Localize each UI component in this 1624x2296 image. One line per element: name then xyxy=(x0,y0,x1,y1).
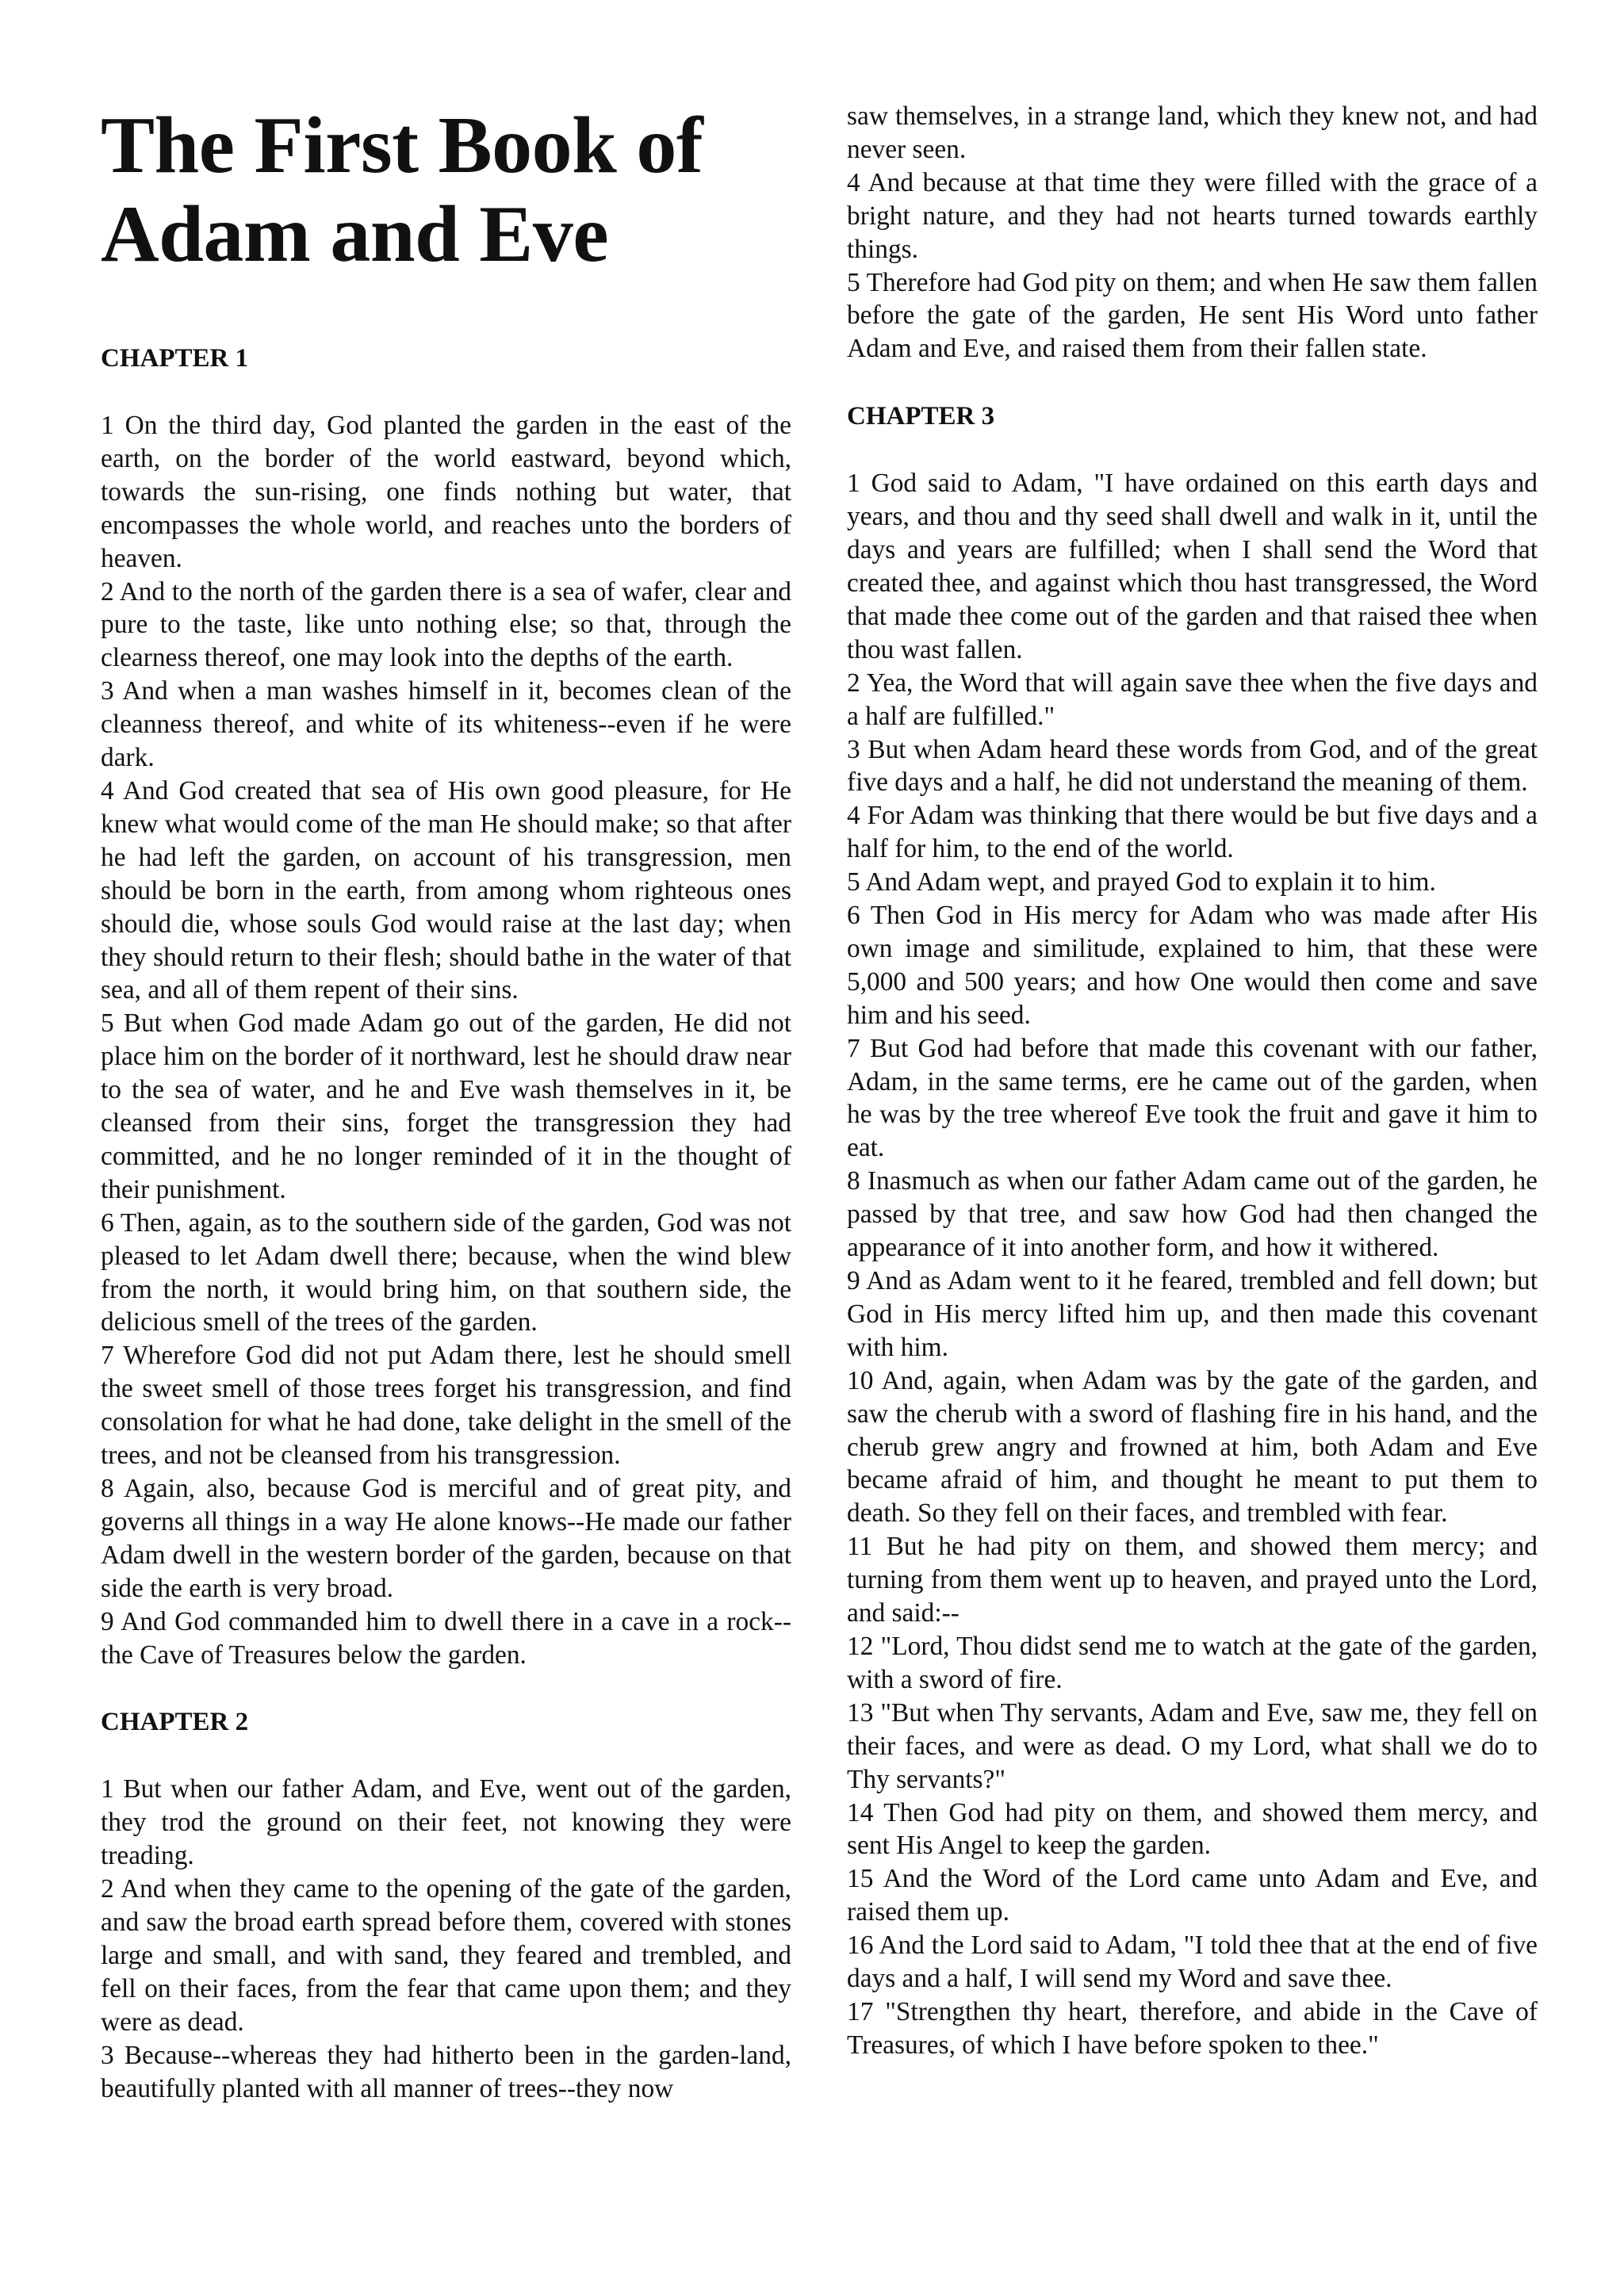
chapter-3-verse-1: 1 God said to Adam, "I have ordained on this earth days and years, and thou and thy seed shall dwell and walk in it, until the days and years are fulfilled; when I shall send the Word that created thee, and against which thou hast transgressed, the Word that made thee come out of the garden and that raised thee when thou wast fallen. xyxy=(847,469,1538,664)
chapter-1-verse-3: 3 And when a man washes himself in it, becomes clean of the cleanness thereof, and white of its whiteness--even if he were dark. xyxy=(101,676,791,773)
chapter-3-verse-7: 7 But God had before that made this covenant with our father, Adam, in the same terms, ere he came out of the garden, when he was by the tree whereof Eve took the fruit and gave it him to eat. xyxy=(847,1033,1538,1163)
left-column xyxy=(101,0,791,2106)
chapter-3-verse-5: 5 And Adam wept, and prayed God to explain it to him. xyxy=(847,867,1436,897)
chapter-3-verse-16: 16 And the Lord said to Adam, "I told thee that at the end of five days and a half, I will send my Word and save thee. xyxy=(847,1931,1538,1994)
chapter-3-verse-3: 3 But when Adam heard these words from God, and of the great five days and a half, he did not understand the meaning of them. xyxy=(847,734,1538,798)
chapter-3-verse-17: 17 "Strengthen thy heart, therefore, and abide in the Cave of Treasures, of which I have before spoken to thee." xyxy=(847,1996,1538,2060)
chapter-1-verse-9: 9 And God commanded him to dwell there in a cave in a rock--the Cave of Treasures below the garden. xyxy=(101,1606,791,1670)
right-column xyxy=(847,0,1538,2062)
chapter-1-verse-5: 5 But when God made Adam go out of the garden, He did not place him on the border of it northward, lest he should draw near to the sea of water, and he and Eve wash themselves in it, be cleansed from their sins, forget the transgression they had committed, and he no longer reminded of it in the thought of their punishment. xyxy=(101,1008,791,1204)
chapter-2-verse-1: 1 But when our father Adam, and Eve, went out of the garden, they trod the ground on their feet, not knowing they were treading. xyxy=(101,1774,791,1871)
chapter-3-verse-12: 12 "Lord, Thou didst send me to watch at the gate of the garden, with a sword of fire. xyxy=(847,1631,1538,1694)
chapter-3-verse-15: 15 And the Word of the Lord came unto Adam and Eve, and raised them up. xyxy=(847,1864,1538,1927)
chapter-1-verse-6: 6 Then, again, as to the southern side of the garden, God was not pleased to let Adam dwell there; because, when the wind blew from the north, it would bring him, on that southern side, the delicious smell of the trees of the garden. xyxy=(101,1207,791,1337)
chapter-2-verse-3: 3 Because--whereas they had hitherto been in the garden-land, beautifully planted with all manner of trees--they now xyxy=(101,2040,791,2103)
chapter-3-verse-2: 2 Yea, the Word that will again save thee when the five days and a half are fulfilled." xyxy=(847,668,1538,731)
chapter-3-verse-13: 13 "But when Thy servants, Adam and Eve, saw me, they fell on their faces, and were as dead. O my Lord, what shall we do to Thy servants?" xyxy=(847,1697,1538,1794)
chapter-3-verse-9: 9 And as Adam went to it he feared, trembled and fell down; but God in His mercy lifted him up, and then made this covenant with him. xyxy=(847,1266,1538,1362)
chapter-3-verse-8: 8 Inasmuch as when our father Adam came out of the garden, he passed by that tree, and saw how God had then changed the appearance of it into another form, and how it withered. xyxy=(847,1166,1538,1263)
chapter-3-heading: CHAPTER 3 xyxy=(847,402,995,431)
chapter-1-verse-4: 4 And God created that sea of His own good pleasure, for He knew what would come of the man He should make; so that after he had left the garden, on account of his transgression, men should be born in the earth, from among whom righteous ones should die, whose souls God would raise at the last day; when they should return to their flesh; should bathe in the water of that sea, and all of them repent of their sins. xyxy=(101,775,791,1005)
chapter-2-verse-2: 2 And when they came to the opening of the gate of the garden, and saw the broad earth spread before them, covered with stones large and small, and with sand, they feared and trembled, and fell on their faces, from the fear that came upon them; and they were as dead. xyxy=(101,1874,791,2037)
chapter-2-verse-5: 5 Therefore had God pity on them; and when He saw them fallen before the gate of the garden, He sent His Word unto father Adam and Eve, and raised them from their fallen state. xyxy=(847,267,1538,364)
chapter-3-verse-4: 4 For Adam was thinking that there would be but five days and a half for him, to the end of the world. xyxy=(847,801,1538,864)
chapter-3-verse-14: 14 Then God had pity on them, and showed them mercy, and sent His Angel to keep the garden. xyxy=(847,1797,1538,1861)
document-title: The First Book of Adam and Eve xyxy=(101,101,703,279)
chapter-2-verse-3-continued: saw themselves, in a strange land, which they knew not, and had never seen. xyxy=(847,101,1538,164)
chapter-1-verse-1: 1 On the third day, God planted the garden in the east of the earth, on the border of the world eastward, beyond which, towards the sun-rising, one finds nothing but water, that encompasses the whole world, and reaches unto the borders of heaven. xyxy=(101,411,791,573)
chapter-3-verse-10: 10 And, again, when Adam was by the gate of the garden, and saw the cherub with a sword of flashing fire in his hand, and the cherub grew angry and frowned at him, both Adam and Eve became afraid of him, and thought he meant to put them to death. So they fell on their faces, and trembled with fear. xyxy=(847,1365,1538,1529)
chapter-1-heading: CHAPTER 1 xyxy=(101,344,249,373)
chapter-1-verse-2: 2 And to the north of the garden there is a sea of wafer, clear and pure to the taste, like unto nothing else; so that, through the clearness thereof, one may look into the depths of the earth. xyxy=(101,576,791,673)
chapter-2-verse-4: 4 And because at that time they were filled with the grace of a bright nature, and they had not hearts turned towards earthly things. xyxy=(847,167,1538,264)
chapter-2-heading: CHAPTER 2 xyxy=(101,1708,249,1737)
chapter-1-verse-7: 7 Wherefore God did not put Adam there, lest he should smell the sweet smell of those trees forget his transgression, and find consolation for what he had done, take delight in the smell of the trees, and not be cleansed from his transgression. xyxy=(101,1341,791,1471)
chapter-1-verse-8: 8 Again, also, because God is merciful and of great pity, and governs all things in a way He alone knows--He made our father Adam dwell in the western border of the garden, because on that side the earth is very broad. xyxy=(101,1474,791,1603)
chapter-3-verse-11: 11 But he had pity on them, and showed them mercy; and turning from them went up to heaven, and prayed unto the Lord, and said:-- xyxy=(847,1532,1538,1628)
chapter-3-verse-6: 6 Then God in His mercy for Adam who was made after His own image and similitude, explained to him, that these were 5,000 and 500 years; and how One would then come and save him and his seed. xyxy=(847,901,1538,1030)
